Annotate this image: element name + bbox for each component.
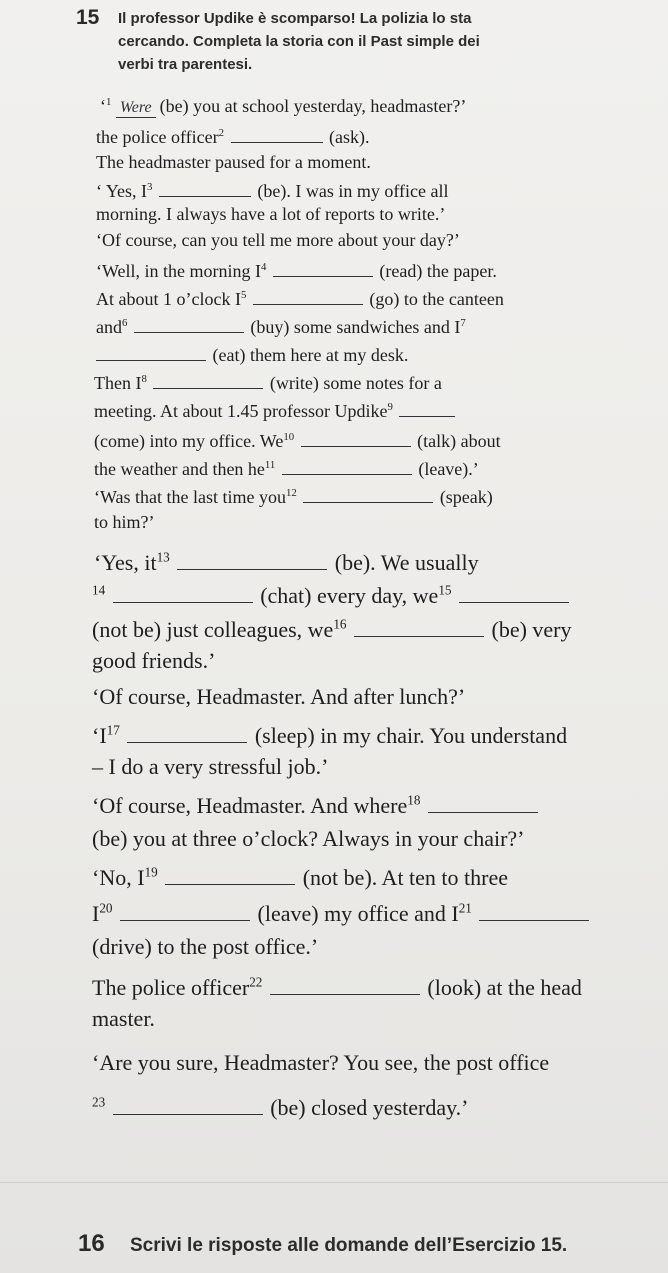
story-line-22: ‘$I^{17}$ (sleep) in my chair. You understand [92,720,567,749]
story-line-32: $^{23}$ (be) closed yesterday.’ [92,1092,469,1121]
story-line-7: ‘Well, in the morning $I^4$ (read) the paper. [96,258,497,282]
answer-15-field[interactable] [459,580,569,603]
story-line-6: ‘Of course, can you tell me more about your day?’ [96,230,460,250]
answer-1-field[interactable] [116,96,156,118]
story-line-10: (eat) them here at my desk. [94,342,408,366]
story-line-18: $^{14}$ (chat) every day, $we^{15}$ [92,580,571,609]
exercise-15-number: 15 [76,6,100,29]
story-line-1: ‘$^1$ Were (be) you at school yesterday, headmaster?’ [100,96,467,116]
story-line-31: ‘Are you sure, Headmaster? You see, the post office [92,1050,550,1075]
exercise-16-number: 16 [78,1230,105,1257]
section-divider [0,1182,668,1183]
answer-23-field[interactable] [113,1092,263,1115]
story-line-23: – I do a very stressful job.’ [92,754,329,779]
answer-12-field[interactable] [303,484,433,503]
answer-17-field[interactable] [127,720,247,743]
story-line-8: At about 1 o’clock $I^5$ (go) to the canteen [96,286,504,310]
answer-19-field[interactable] [165,862,295,885]
story-line-29: The police officer$^{22}$ (look) at the head [92,972,582,1001]
story-line-5: morning. I always have a lot of reports to write.’ [96,204,446,224]
story-line-30: master. [92,1006,155,1031]
answer-1-text: Were [119,99,152,116]
exercise-15-instruction-line1: Il professor Updike è scomparso! La polizia lo sta [118,10,472,27]
story-line-26: ‘No, $I^{19}$ (not be). At ten to three [92,862,508,891]
gap-number: 1 [106,96,112,108]
story-line-12: meeting. At about 1.45 professor Updike$^9$ [94,398,457,422]
story-line-16: to him?’ [94,512,155,532]
answer-11-field[interactable] [282,456,412,475]
story-line-3: The headmaster paused for a moment. [96,152,371,172]
answer-22-field[interactable] [270,972,420,995]
answer-20-field[interactable] [120,898,250,921]
story-line-24: ‘Of course, Headmaster. And where$^{18}$ [92,790,540,819]
answer-21-field[interactable] [479,898,589,921]
story-line-28: (drive) to the post office.’ [92,934,319,959]
answer-13-field[interactable] [177,547,327,570]
answer-3-field[interactable] [159,178,251,197]
story-line-17: ‘Yes, $it^{13}$ (be). We usually [94,547,479,576]
story-line-27: $I^{20}$ (leave) my office and $I^{21}$ [92,898,591,927]
story-line-2: the police officer$^2$ (ask). [96,124,370,148]
answer-18-field[interactable] [428,790,538,813]
answer-2-field[interactable] [231,124,323,143]
story-line-14: the weather and then $he^{11}$ (leave).’ [94,456,479,480]
answer-9-field[interactable] [399,398,455,417]
answer-4-field[interactable] [273,258,373,277]
answer-14-field[interactable] [113,580,253,603]
answer-8-field[interactable] [153,370,263,389]
exercise-15-instruction-line2: cercando. Completa la storia con il Past simple dei [118,33,480,50]
story-line-20: good friends.’ [92,648,216,673]
answer-6-field[interactable] [134,314,244,333]
story-line-19: (not be) just colleagues, $we^{16}$ (be) very [92,614,572,643]
story-line-9: and$^6$ (buy) some sandwiches and $I^7$ [96,314,466,338]
story-line-13: (come) into my office. We$^{10}$ (talk) about [94,428,501,452]
answer-10-field[interactable] [301,428,411,447]
answer-5-field[interactable] [253,286,363,305]
answer-7-field[interactable] [96,342,206,361]
exercise-15-instruction-line3: verbi tra parentesi. [118,56,253,73]
story-line-11: Then $I^8$ (write) some notes for a [94,370,442,394]
story-line-15: ‘Was that the last time you$^{12}$ (speak) [94,484,493,508]
exercise-16-instruction: Scrivi le risposte alle domande dell’Esercizio 15. [130,1235,568,1256]
story-line-25: (be) you at three o’clock? Always in your chair?’ [92,826,525,851]
story-line-4: ‘ Yes, $I^3$ (be). I was in my office all [96,178,449,202]
story-line-21: ‘Of course, Headmaster. And after lunch?’ [92,684,466,709]
answer-16-field[interactable] [354,614,484,637]
